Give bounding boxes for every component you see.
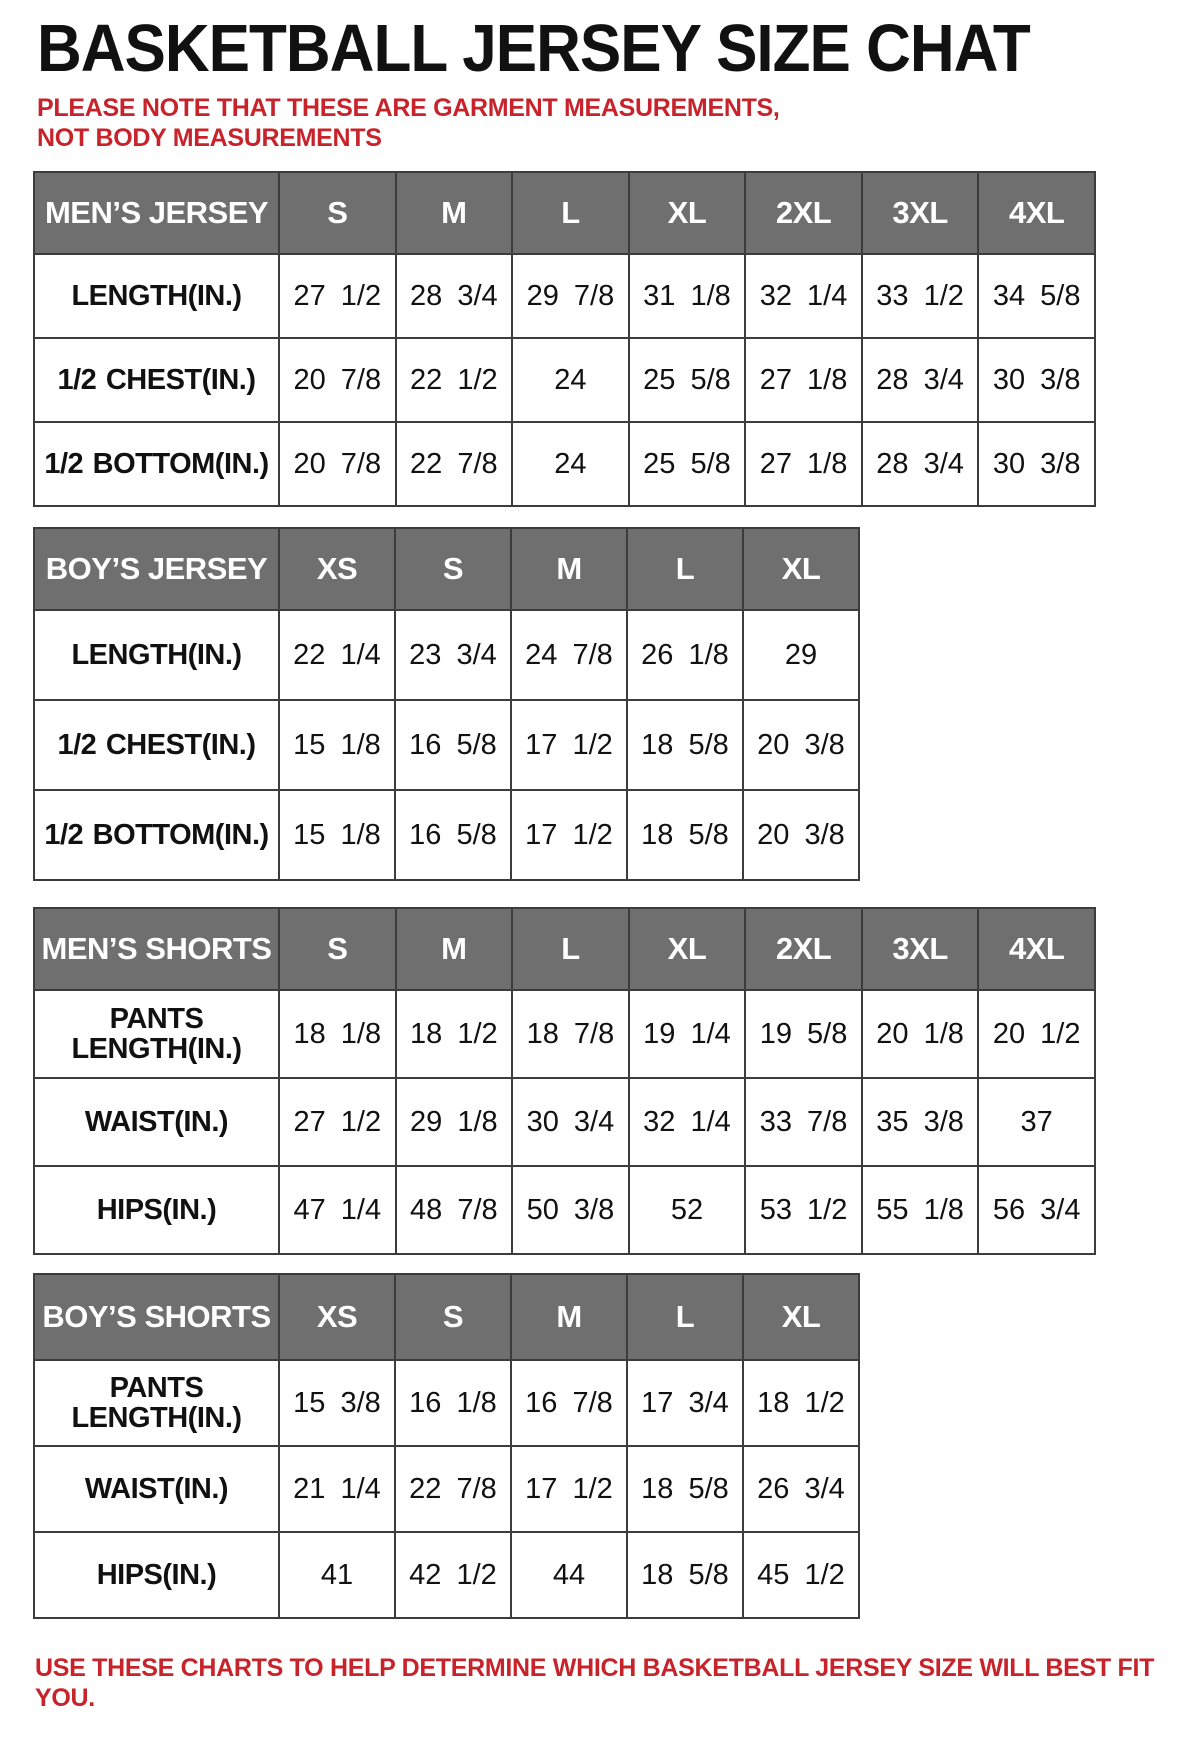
row-label: 1/2 BOTTOM(IN.) — [34, 422, 279, 506]
value-cell: 18 5/8 — [627, 700, 743, 790]
value-cell: 23 3/4 — [395, 610, 511, 700]
value-cell: 18 5/8 — [627, 1532, 743, 1618]
measurement-row — [34, 254, 1095, 338]
size-header-xl: XL — [743, 1274, 859, 1360]
value-cell: 28 3/4 — [862, 338, 979, 422]
value-cell: 27 1/8 — [745, 422, 862, 506]
size-header-2xl: 2XL — [745, 172, 862, 254]
value-cell: 20 1/8 — [862, 990, 979, 1078]
value-cell: 53 1/2 — [745, 1166, 862, 1254]
value-cell: 22 1/2 — [396, 338, 513, 422]
table-name: BOY’S JERSEY — [34, 528, 279, 610]
value-cell: 27 1/2 — [279, 1078, 396, 1166]
size-header-xl: XL — [743, 528, 859, 610]
value-cell: 28 3/4 — [862, 422, 979, 506]
value-cell: 18 5/8 — [627, 1446, 743, 1532]
value-cell: 30 3/4 — [512, 1078, 629, 1166]
value-cell: 18 5/8 — [627, 790, 743, 880]
value-cell: 27 1/8 — [745, 338, 862, 422]
boys-jersey-table — [33, 527, 860, 881]
size-tables-container — [33, 171, 1200, 1619]
value-cell: 25 5/8 — [629, 422, 746, 506]
value-cell: 22 7/8 — [396, 422, 513, 506]
value-cell: 20 3/8 — [743, 700, 859, 790]
size-header-s: S — [395, 1274, 511, 1360]
size-header-xl: XL — [629, 172, 746, 254]
value-cell: 18 1/2 — [743, 1360, 859, 1446]
value-cell: 20 7/8 — [279, 422, 396, 506]
value-cell: 19 5/8 — [745, 990, 862, 1078]
value-cell: 26 3/4 — [743, 1446, 859, 1532]
row-label: LENGTH(IN.) — [34, 610, 279, 700]
size-header-m: M — [511, 1274, 627, 1360]
measurement-row — [34, 700, 859, 790]
value-cell: 20 7/8 — [279, 338, 396, 422]
size-header-3xl: 3XL — [862, 908, 979, 990]
header-row — [34, 172, 1095, 254]
size-header-l: L — [627, 1274, 743, 1360]
value-cell: 42 1/2 — [395, 1532, 511, 1618]
value-cell: 20 3/8 — [743, 790, 859, 880]
page-title: BASKETBALL JERSEY SIZE CHAT — [37, 11, 1030, 87]
header-row — [34, 908, 1095, 990]
size-header-l: L — [627, 528, 743, 610]
row-label: HIPS(IN.) — [34, 1166, 279, 1254]
row-label: PANTS LENGTH(IN.) — [34, 990, 279, 1078]
value-cell: 29 1/8 — [396, 1078, 513, 1166]
value-cell: 24 7/8 — [511, 610, 627, 700]
value-cell: 52 — [629, 1166, 746, 1254]
row-label: 1/2 CHEST(IN.) — [34, 338, 279, 422]
value-cell: 29 — [743, 610, 859, 700]
header-row — [34, 1274, 859, 1360]
value-cell: 29 7/8 — [512, 254, 629, 338]
size-header-xs: XS — [279, 528, 395, 610]
value-cell: 24 — [512, 422, 629, 506]
size-header-xs: XS — [279, 1274, 395, 1360]
measurement-row — [34, 1360, 859, 1446]
measurement-row — [34, 990, 1095, 1078]
size-header-m: M — [396, 908, 513, 990]
size-header-l: L — [512, 172, 629, 254]
measurement-row — [34, 790, 859, 880]
mens-jersey-table — [33, 171, 1096, 507]
measurement-row — [34, 1532, 859, 1618]
measurement-row — [34, 610, 859, 700]
value-cell: 21 1/4 — [279, 1446, 395, 1532]
size-header-s: S — [395, 528, 511, 610]
row-label: HIPS(IN.) — [34, 1532, 279, 1618]
size-header-2xl: 2XL — [745, 908, 862, 990]
value-cell: 16 5/8 — [395, 700, 511, 790]
size-header-m: M — [396, 172, 513, 254]
value-cell: 32 1/4 — [745, 254, 862, 338]
value-cell: 25 5/8 — [629, 338, 746, 422]
value-cell: 17 3/4 — [627, 1360, 743, 1446]
value-cell: 17 1/2 — [511, 790, 627, 880]
boys-shorts-table — [33, 1273, 860, 1619]
value-cell: 37 — [978, 1078, 1095, 1166]
row-label: WAIST(IN.) — [34, 1078, 279, 1166]
value-cell: 31 1/8 — [629, 254, 746, 338]
value-cell: 45 1/2 — [743, 1532, 859, 1618]
value-cell: 17 1/2 — [511, 700, 627, 790]
row-label: PANTS LENGTH(IN.) — [34, 1360, 279, 1446]
value-cell: 19 1/4 — [629, 990, 746, 1078]
table-name: BOY’S SHORTS — [34, 1274, 279, 1360]
value-cell: 16 5/8 — [395, 790, 511, 880]
size-header-s: S — [279, 172, 396, 254]
value-cell: 15 3/8 — [279, 1360, 395, 1446]
top-note: PLEASE NOTE THAT THESE ARE GARMENT MEASUREMENTS, NOT BODY MEASUREMENTS — [37, 94, 780, 153]
value-cell: 33 1/2 — [862, 254, 979, 338]
value-cell: 18 1/2 — [396, 990, 513, 1078]
table-name: MEN’S SHORTS — [34, 908, 279, 990]
bottom-note: USE THESE CHARTS TO HELP DETERMINE WHICH BASKETBALL JERSEY SIZE WILL BEST FIT YOU. — [35, 1654, 1155, 1713]
value-cell: 26 1/8 — [627, 610, 743, 700]
measurement-row — [34, 1446, 859, 1532]
row-label: 1/2 BOTTOM(IN.) — [34, 790, 279, 880]
size-header-3xl: 3XL — [862, 172, 979, 254]
size-header-xl: XL — [629, 908, 746, 990]
size-header-l: L — [512, 908, 629, 990]
value-cell: 24 — [512, 338, 629, 422]
value-cell: 56 3/4 — [978, 1166, 1095, 1254]
value-cell: 15 1/8 — [279, 700, 395, 790]
size-header-m: M — [511, 528, 627, 610]
value-cell: 41 — [279, 1532, 395, 1618]
value-cell: 18 7/8 — [512, 990, 629, 1078]
value-cell: 50 3/8 — [512, 1166, 629, 1254]
value-cell: 17 1/2 — [511, 1446, 627, 1532]
size-header-4xl: 4XL — [978, 172, 1095, 254]
value-cell: 35 3/8 — [862, 1078, 979, 1166]
row-label: WAIST(IN.) — [34, 1446, 279, 1532]
value-cell: 28 3/4 — [396, 254, 513, 338]
value-cell: 20 1/2 — [978, 990, 1095, 1078]
mens-shorts-table — [33, 907, 1096, 1255]
measurement-row — [34, 1166, 1095, 1254]
value-cell: 16 1/8 — [395, 1360, 511, 1446]
header-row — [34, 528, 859, 610]
value-cell: 15 1/8 — [279, 790, 395, 880]
size-header-s: S — [279, 908, 396, 990]
value-cell: 34 5/8 — [978, 254, 1095, 338]
measurement-row — [34, 422, 1095, 506]
value-cell: 47 1/4 — [279, 1166, 396, 1254]
value-cell: 30 3/8 — [978, 422, 1095, 506]
value-cell: 55 1/8 — [862, 1166, 979, 1254]
value-cell: 16 7/8 — [511, 1360, 627, 1446]
measurement-row — [34, 1078, 1095, 1166]
value-cell: 22 1/4 — [279, 610, 395, 700]
value-cell: 48 7/8 — [396, 1166, 513, 1254]
value-cell: 30 3/8 — [978, 338, 1095, 422]
value-cell: 44 — [511, 1532, 627, 1618]
value-cell: 22 7/8 — [395, 1446, 511, 1532]
value-cell: 32 1/4 — [629, 1078, 746, 1166]
value-cell: 27 1/2 — [279, 254, 396, 338]
measurement-row — [34, 338, 1095, 422]
row-label: LENGTH(IN.) — [34, 254, 279, 338]
value-cell: 18 1/8 — [279, 990, 396, 1078]
table-name: MEN’S JERSEY — [34, 172, 279, 254]
value-cell: 33 7/8 — [745, 1078, 862, 1166]
row-label: 1/2 CHEST(IN.) — [34, 700, 279, 790]
size-header-4xl: 4XL — [978, 908, 1095, 990]
